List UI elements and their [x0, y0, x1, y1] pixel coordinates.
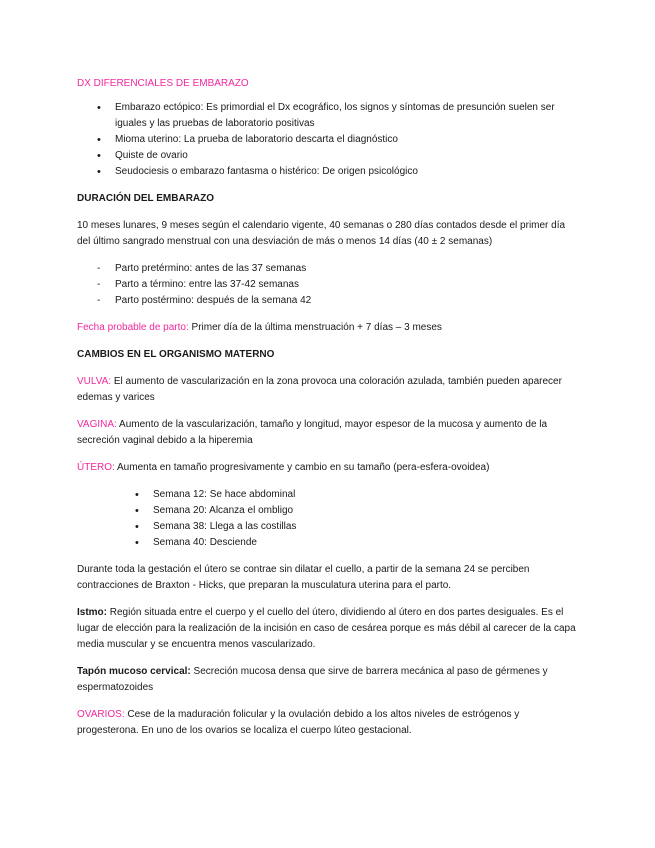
istmo-label: Istmo: [77, 607, 107, 618]
cambios-title: CAMBIOS EN EL ORGANISMO MATERNO [77, 349, 275, 360]
vagina-text: Aumento de la vascularización, tamaño y longitud, mayor espesor de la mucosa y aumento de la secreción vaginal debido a la hiperemia [77, 419, 548, 446]
utero-paragraph [77, 460, 579, 476]
vagina-paragraph [77, 417, 579, 449]
fpp-label: Fecha probable de parto: [77, 322, 189, 333]
istmo-text: Región situada entre el cuerpo y el cuello del útero, dividiendo al útero en dos partes desiguales. Es el lugar de elección para la realización de la incisión en caso de cesárea porque es más débil al carecer de la capa media muscular y se encuentra menos vascularizado. [77, 607, 576, 650]
list-item: • Semana 38: Llega a las costillas [153, 519, 579, 535]
duracion-text: 10 meses lunares, 9 meses según el calendario vigente, 40 semanas o 280 días contados desde el primer día del último sangrado menstrual con una desviación de más o menos 14 días (40 ± 2 semanas) [77, 220, 566, 247]
vagina-label: VAGINA: [77, 419, 117, 430]
list-item: - Parto a término: entre las 37-42 semanas [115, 277, 579, 293]
list-item: • Seudociesis o embarazo fantasma o histérico: De origen psicológico [115, 164, 579, 180]
vulva-label: VULVA: [77, 376, 112, 387]
ovarios-paragraph [77, 707, 579, 739]
list-item: • Semana 20: Alcanza el ombligo [153, 503, 579, 519]
tapon-text: Secreción mucosa densa que sirve de barrera mecánica al paso de gérmenes y espermatozoides [77, 666, 548, 693]
tapon-label: Tapón mucoso cervical: [77, 666, 191, 677]
dx-title: DX DIFERENCIALES DE EMBARAZO [77, 78, 249, 89]
list-item: • Semana 12: Se hace abdominal [153, 487, 579, 503]
duracion-title: DURACIÓN DEL EMBARAZO [77, 193, 215, 204]
list-item: • Quiste de ovario [115, 148, 579, 164]
vulva-paragraph [77, 374, 579, 406]
list-item: - Parto postérmino: después de la semana 42 [115, 293, 579, 309]
list-item: • Mioma uterino: La prueba de laboratorio descarta el diagnóstico [115, 132, 579, 148]
contracciones-paragraph: Durante toda la gestación el útero se contrae sin dilatar el cuello, a partir de la semana 24 se perciben contracciones de Braxton - Hicks, que preparan la musculatura uterina para el parto. [77, 564, 530, 591]
ovarios-text: Cese de la maduración folicular y la ovulación debido a los altos niveles de estrógenos y progesterona. En uno de los ovarios se localiza el cuerpo lúteo gestacional. [77, 709, 520, 736]
dx-list [77, 100, 579, 180]
vulva-text: El aumento de vascularización en la zona provoca una coloración azulada, también pueden aparecer edemas y varices [77, 376, 562, 403]
parto-list [77, 261, 579, 309]
list-item: • Semana 40: Desciende [153, 535, 579, 551]
list-item: • Embarazo ectópico: Es primordial el Dx ecográfico, los signos y síntomas de presunción suelen ser iguales y las pruebas de laboratorio positivas [115, 100, 579, 132]
ovarios-label: OVARIOS: [77, 709, 125, 720]
istmo-paragraph [77, 605, 579, 653]
utero-text: Aumenta en tamaño progresivamente y cambio en su tamaño (pera-esfera-ovoidea) [114, 462, 490, 473]
semanas-list [77, 487, 579, 551]
utero-label: ÚTERO: [77, 462, 115, 473]
fpp-text: Primer día de la última menstruación + 7 días – 3 meses [188, 322, 442, 333]
list-item: - Parto pretérmino: antes de las 37 semanas [115, 261, 579, 277]
tapon-paragraph [77, 664, 579, 696]
fpp-paragraph [77, 320, 579, 336]
